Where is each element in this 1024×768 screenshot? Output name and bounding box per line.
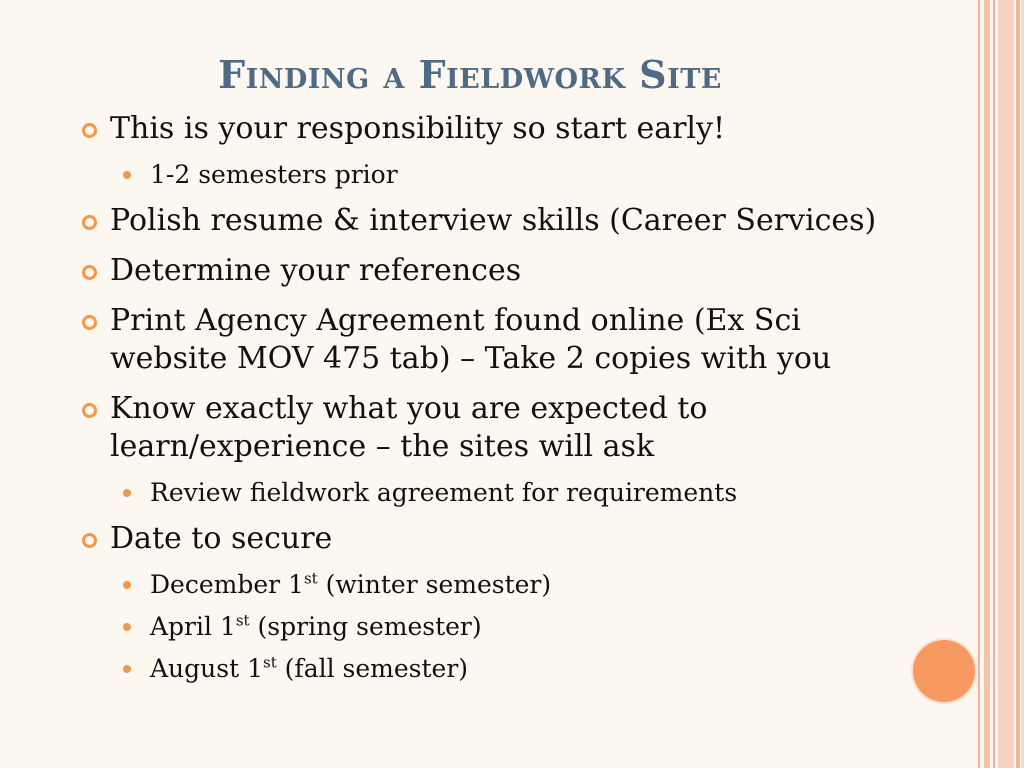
bullet-list [80,110,960,696]
bullet-item [80,390,960,466]
dot-bullet-icon [123,665,131,673]
bullet-item [80,110,960,148]
bullet-text: Polish resume & interview skills (Career Services) [110,203,877,238]
sub-bullet-text: August 1 [150,654,263,683]
sub-bullet-text: December 1 [150,570,304,599]
ring-bullet-icon [82,403,97,418]
sub-bullet-item [150,570,960,600]
decorative-stripe [978,0,980,768]
sub-bullet-text: 1-2 semesters prior [150,160,398,189]
bullet-text: Date to secure [110,521,333,556]
sub-bullet-item [150,478,960,508]
decorative-stripe [993,0,995,768]
bullet-item [80,252,960,290]
bullet-item [80,302,960,378]
ring-bullet-icon [82,123,97,138]
decorative-stripe [984,0,990,768]
bullet-text-line: learn/experience – the sites will ask [110,429,655,464]
bullet-item [80,202,960,240]
decorative-stripe [1016,0,1020,768]
sub-bullet-item [150,612,960,642]
bullet-text-line: Print Agency Agreement found online (Ex Sci [110,303,801,338]
slide-title: Finding a Fieldwork Site [218,52,722,97]
dot-bullet-icon [123,581,131,589]
bullet-text: Determine your references [110,253,522,288]
ring-bullet-icon [82,215,97,230]
sub-bullet-text: (winter semester) [317,570,552,599]
ordinal-suffix: st [235,611,250,630]
sub-bullet-text: Review fieldwork agreement for requirements [150,478,738,507]
bullet-text-line: website MOV 475 tab) – Take 2 copies with you [110,341,832,376]
sub-bullet-text: (spring semester) [249,612,482,641]
sub-bullet-item [150,654,960,684]
sub-bullet-item [150,160,960,190]
bullet-text: This is your responsibility so start early! [110,111,726,146]
sub-bullet-text: (fall semester) [276,654,469,683]
ordinal-suffix: st [303,569,318,588]
bullet-text-line: Know exactly what you are expected to [110,391,708,426]
ring-bullet-icon [82,315,97,330]
ring-bullet-icon [82,265,97,280]
decorative-stripe [998,0,1014,768]
bullet-item [80,520,960,558]
ordinal-suffix: st [263,653,277,672]
dot-bullet-icon [123,171,131,179]
dot-bullet-icon [123,623,131,631]
dot-bullet-icon [123,489,131,497]
sub-bullet-text: April 1 [150,612,236,641]
ring-bullet-icon [82,533,97,548]
